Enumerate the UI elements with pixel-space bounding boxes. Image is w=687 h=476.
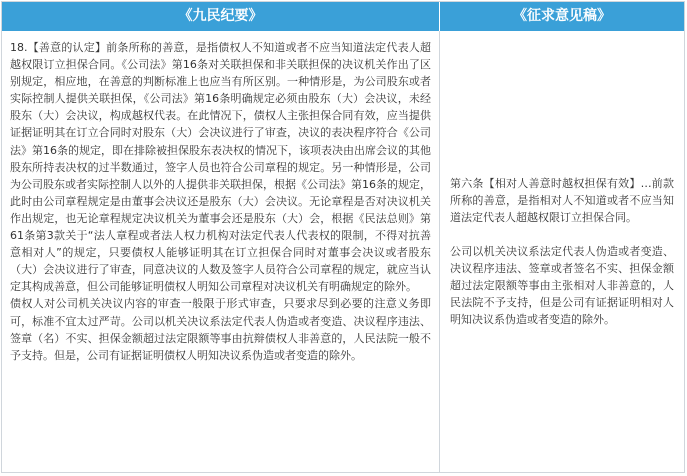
paragraph-gap [450,226,674,243]
draft-article-6: 第六条【相对人善意时越权担保有效】…前款所称的善意，是指相对人不知道或者不应当知道法定代表人超越权限订立担保合同。 [450,176,674,224]
cell-draft-text [440,31,684,472]
draft-paragraph-defense: 公司以机关决议系法定代表人伪造或者变造、决议程序违法、签章或者签名不实、担保金额超过法定限额等事由主张相对人非善意的，人民法院不予支持，但是公司有证据证明相对人明知决议系伪造或者变造的除外。 [450,244,674,327]
jiumin-paragraph-review-standard: 债权人对公司机关决议内容的审查一般限于形式审查，只要求尽到必要的注意义务即可，标准不宜太过严苛。公司以机关决议系法定代表人伪造或者变造、决议程序违法、签章（名）不实、担保金额超过法定限额等事由抗辩债权人非善意的，人民法院一般不予支持。但是，公司有证据证明债权人明知决议系伪造或者变造的除外。 [10,297,431,362]
jiumin-paragraph-18: 18.【善意的认定】前条所称的善意，是指债权人不知道或者不应当知道法定代表人超越权限订立担保合同。《公司法》第16条对关联担保和非关联担保的决议机关作出了区别规定，相应地，在善意的判断标准上也应当有所区别。一种情形是，为公司股东或者实际控制人提供关联担保，《公司法》第16条明确规定必须由股东（大）会决议，未经股东（大）会决议，构成越权代表。在此情况下，债权人主张担保合同有效，应当提供证据证明其在订立合同时对股东（大）会决议进行了审查，决议的表决程序符合《公司法》第16条的规定，即在排除被担保股东表决权的情况下，该项表决由出席会议的其他股东所持表决权的过半数通过，签字人员也符合公司章程的规定。另一种情形是，公司为公司股东或者实际控制人以外的人提供非关联担保，根据《公司法》第16条的规定，此时由公司章程规定是由董事会决议还是股东（大）会决议。无论章程是否对决议机关作出规定，也无论章程规定决议机关为董事会还是股东（大）会，根据《民法总则》第61条第3款关于“法人章程或者法人权力机构对法定代表人代表权的限制，不得对抗善意相对人”的规定，只要债权人能够证明其在订立担保合同时对董事会决议或者股东（大）会决议进行了审查，同意决议的人数及签字人员符合公司章程的规定，就应当认定其构成善意，但公司能够证明债权人明知公司章程对决议机关有明确规定的除外。 [10,41,431,294]
comparison-table [1,1,685,473]
cell-jiumin-jiyao-text [2,31,440,472]
header-draft-for-comment: 《征求意见稿》 [440,2,684,31]
header-jiumin-jiyao: 《九民纪要》 [2,2,440,31]
